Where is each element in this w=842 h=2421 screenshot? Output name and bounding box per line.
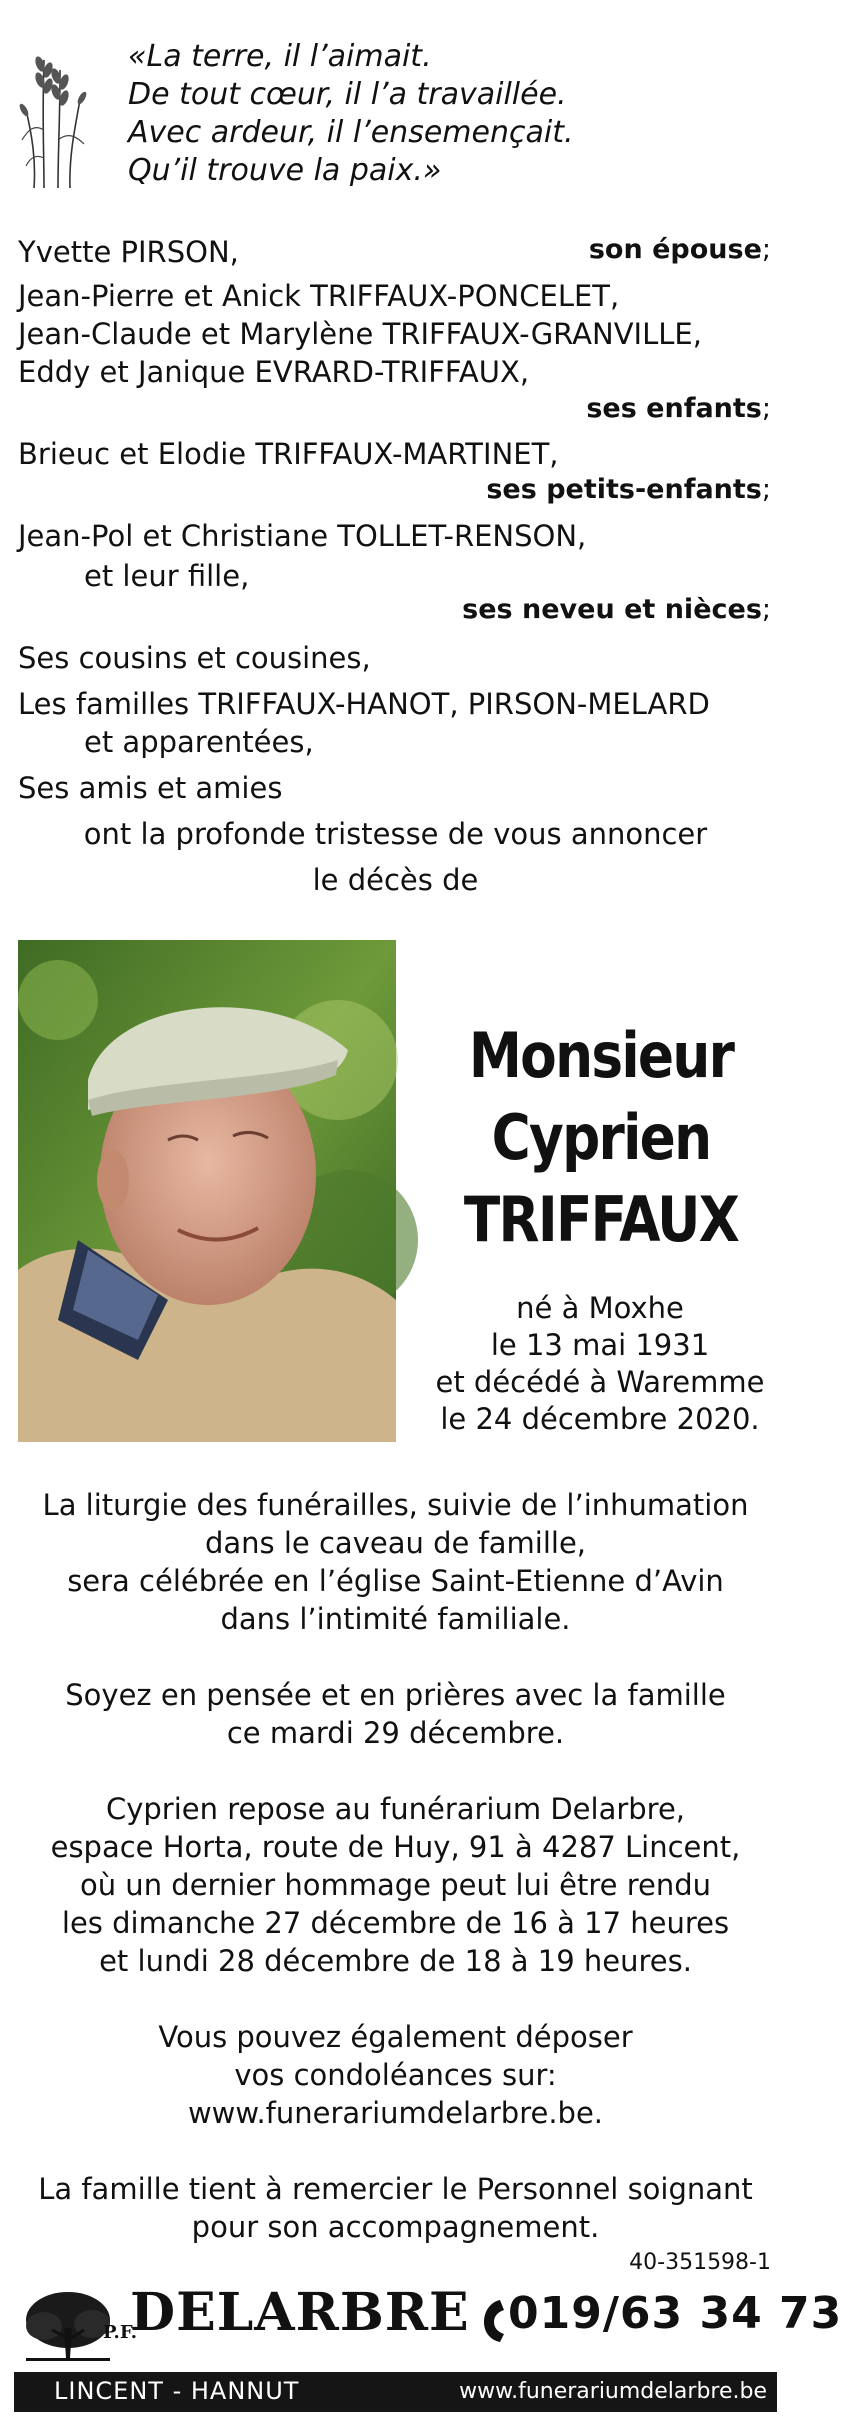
prayer-paragraph xyxy=(0,1676,791,1752)
birth-line: le 24 décembre 2020. xyxy=(440,1402,760,1436)
announce-line: le décès de xyxy=(312,863,479,897)
phone-number[interactable]: 019/63 34 73 xyxy=(508,2288,842,2339)
semicolon: ; xyxy=(761,594,771,625)
paragraph-line: où un dernier hommage peut lui être rendu xyxy=(79,1868,712,1902)
nephew-relation xyxy=(462,594,771,625)
deceased-title: Monsieur xyxy=(468,1019,734,1092)
semicolon: ; xyxy=(761,474,771,505)
child-line: Eddy et Janique EVRARD-TRIFFAUX, xyxy=(18,355,530,389)
nephew-line: et leur fille, xyxy=(84,559,250,593)
condolences-paragraph xyxy=(0,2018,791,2132)
birth-death-info xyxy=(420,1290,780,1438)
relation-label: son épouse xyxy=(588,234,762,265)
pf-label: P.F. xyxy=(103,2322,138,2343)
relation-label: ses enfants xyxy=(586,393,762,424)
birth-line: né à Moxhe xyxy=(516,1291,684,1325)
relation-label: ses neveu et nièces xyxy=(462,594,762,625)
semicolon: ; xyxy=(761,393,771,424)
thanks-paragraph xyxy=(0,2170,791,2246)
paragraph-line: et lundi 28 décembre de 18 à 19 heures. xyxy=(99,1944,692,1978)
paragraph-line: dans l’intimité familiale. xyxy=(220,1602,571,1636)
paragraph-line: La liturgie des funérailles, suivie de l’inhumation xyxy=(42,1488,749,1522)
paragraph-line: dans le caveau de famille, xyxy=(204,1526,587,1560)
paragraph-line: sera célébrée en l’église Saint-Etienne d’Avin xyxy=(67,1564,724,1598)
children-relation xyxy=(586,393,771,424)
condolences-link[interactable]: www.funerariumdelarbre.be. xyxy=(187,2096,604,2130)
child-line: Jean-Pierre et Anick TRIFFAUX-PONCELET, xyxy=(18,279,620,313)
paragraph-line: espace Horta, route de Huy, 91 à 4287 Lincent, xyxy=(50,1830,741,1864)
footer-bar xyxy=(14,2372,777,2412)
phone-icon xyxy=(480,2298,508,2344)
paragraph-line: Vous pouvez également déposer xyxy=(158,2020,633,2054)
semicolon: ; xyxy=(761,234,771,265)
poem-line: Qu’il trouve la paix.» xyxy=(128,153,442,188)
reference-number: 40-351598-1 xyxy=(629,2250,771,2275)
paragraph-line: vos condoléances sur: xyxy=(234,2058,557,2092)
paragraph-line: les dimanche 27 décembre de 16 à 17 heures xyxy=(61,1906,730,1940)
families-line: Les familles TRIFFAUX-HANOT, PIRSON-MELARD xyxy=(18,687,710,721)
paragraph-line: Soyez en pensée et en prières avec la famille xyxy=(65,1678,726,1712)
poem-line: «La terre, il l’aimait. xyxy=(128,39,432,74)
announce-line: ont la profonde tristesse de vous annoncer xyxy=(83,817,708,851)
relation-label: ses petits-enfants xyxy=(486,474,762,505)
grandchildren-line: Brieuc et Elodie TRIFFAUX-MARTINET, xyxy=(18,437,559,471)
portrait-photo xyxy=(18,940,396,1442)
nephew-line: Jean-Pol et Christiane TOLLET-RENSON, xyxy=(18,519,587,553)
wheat-icon xyxy=(14,40,92,190)
deceased-first-name: Cyprien xyxy=(491,1101,711,1174)
friends-line: Ses amis et amies xyxy=(18,771,283,805)
paragraph-line: ce mardi 29 décembre. xyxy=(226,1716,565,1750)
brand-name: DELARBRE xyxy=(130,2282,470,2343)
families-line: et apparentées, xyxy=(84,725,314,759)
cousins-line: Ses cousins et cousines, xyxy=(18,641,371,675)
spouse-relation xyxy=(589,234,771,265)
poem-line: Avec ardeur, il l’ensemençait. xyxy=(128,115,574,150)
poem xyxy=(128,38,574,190)
spouse-name: Yvette PIRSON, xyxy=(18,235,239,269)
paragraph-line: Cyprien repose au funérarium Delarbre, xyxy=(105,1792,686,1826)
paragraph-line: pour son accompagnement. xyxy=(191,2210,600,2244)
grandchildren-relation xyxy=(486,474,771,505)
child-line: Jean-Claude et Marylène TRIFFAUX-GRANVILLE, xyxy=(18,317,702,351)
website-link[interactable]: www.funerariumdelarbre.be xyxy=(459,2379,767,2404)
location-label: LINCENT - HANNUT xyxy=(54,2377,300,2405)
liturgy-paragraph xyxy=(0,1486,791,1638)
birth-line: et décédé à Waremme xyxy=(435,1365,765,1399)
poem-line: De tout cœur, il l’a travaillée. xyxy=(128,77,567,112)
visit-paragraph xyxy=(0,1790,791,1980)
paragraph-line: La famille tient à remercier le Personnel soignant xyxy=(38,2172,753,2206)
tree-logo-icon xyxy=(22,2288,114,2366)
birth-line: le 13 mai 1931 xyxy=(490,1328,710,1362)
deceased-last-name: TRIFFAUX xyxy=(463,1183,739,1256)
